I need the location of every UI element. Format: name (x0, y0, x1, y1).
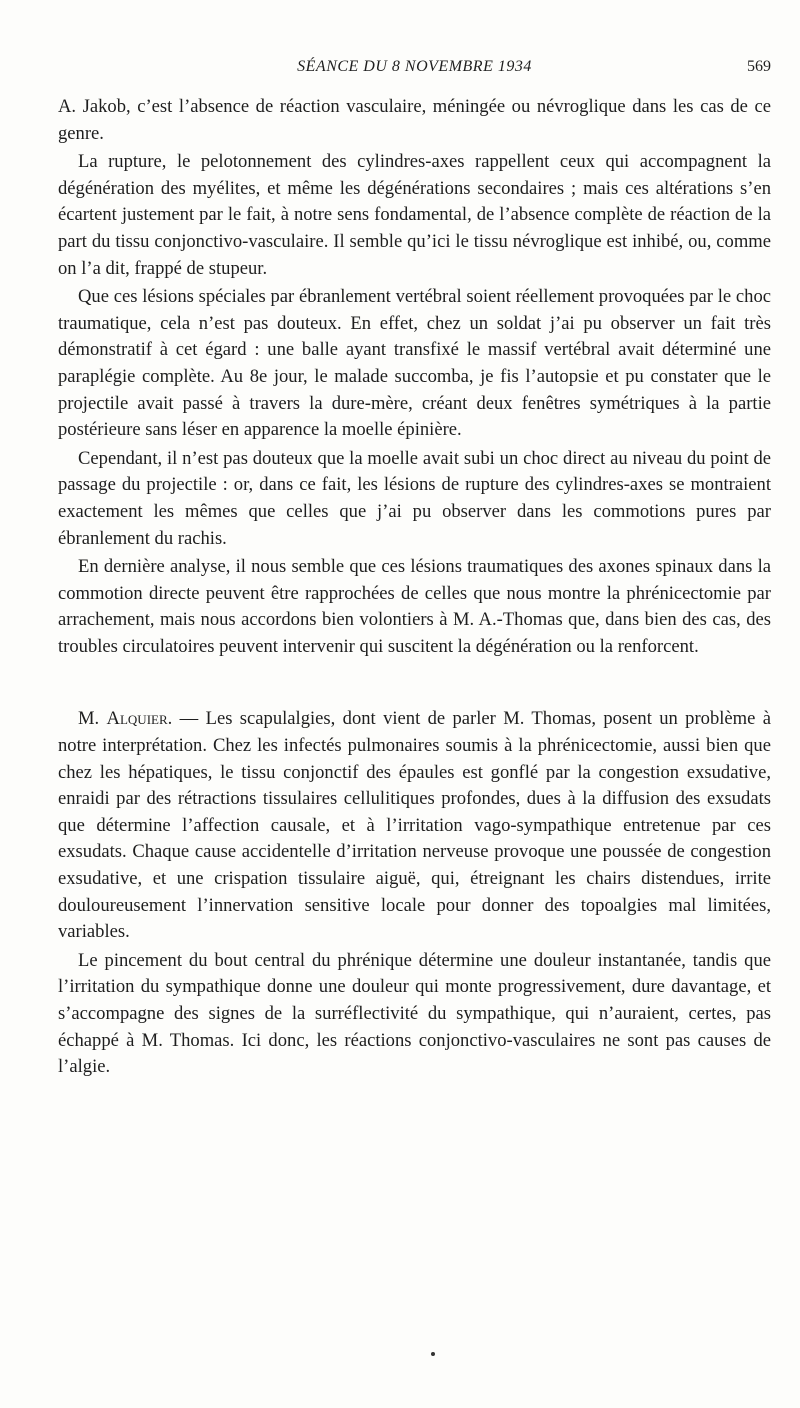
paragraph-4: Cependant, il n’est pas douteux que la moelle avait subi un choc direct au niveau du point de passage du projectile : or, dans ce fait, les lésions de rupture des cylindres-axes se montraient exactement les mêmes que celles que j’ai pu observer dans les commotions pures par ébranlement du rachis. (58, 447, 771, 549)
paragraph-2: La rupture, le pelotonnement des cylindres-axes rappellent ceux qui accompagnent la dégénération des myélites, et même les dégénérations secondaires ; mais ces altérations s’en écartent justement par le fait, à notre sens fondamental, de l’absence complète de réaction de la part du tissu conjonctivo-vasculaire. Il semble qu’ici le tissu névroglique est inhibé, ou, comme on l’a dit, frappé de stupeur. (58, 151, 771, 279)
page-body (58, 94, 771, 1081)
speaker-name: Alquier. (106, 708, 173, 730)
paragraph-3: Que ces lésions spéciales par ébranlement vertébral soient réellement provoquées par le choc traumatique, cela n’est pas douteux. En effet, chez un soldat j’ai pu observer un fait très démonstratif à cet égard : une balle ayant transfixé le massif vertébral avait déterminé une paraplégie complète. Au 8e jour, le malade succomba, je fis l’autopsie et pu constater que le projectile avait passé à travers la dure-mère, créant deux fenêtres symétriques à la partie postérieure sans léser en apparence la moelle épinière. (58, 286, 771, 441)
running-head: SÉANCE DU 8 NOVEMBRE 1934 (297, 58, 532, 75)
page-header (58, 58, 771, 82)
final-paragraph: Le pincement du bout central du phrénique détermine une douleur instantanée, tandis que l’irritation du sympathique donne une douleur qui monte progressivement, dure davantage, et s’accompagne des signes de la surréflectivité du sympathique, qui n’auraient, certes, pas échappé à M. Thomas. Ici donc, les réactions conjonctivo-vasculaires ne sont pas causes de l’algie. (58, 949, 771, 1078)
speaker-title: M. (78, 708, 100, 730)
page-number: 569 (747, 58, 771, 75)
page-dot-mark (431, 1352, 435, 1356)
paragraph-1: A. Jakob, c’est l’absence de réaction vasculaire, méningée ou névroglique dans les cas de ce genre. (58, 96, 771, 144)
section-gap (58, 660, 771, 706)
speaker-paragraph (58, 706, 771, 945)
speaker-text: — Les scapulalgies, dont vient de parler M. Thomas, posent un problème à notre interprétation. Chez les infectés pulmonaires soumis à la phrénicectomie, aussi bien que chez les hépatiques, le tissu conjonctif des épaules est gonflé par la congestion exsudative, enraidi par des rétractions tissulaires cellulitiques profondes, dues à la diffusion des exsudats que détermine l’affection causale, et à l’irritation vago-sympathique entretenue par ces exsudats. Chaque cause accidentelle d’irritation nerveuse provoque une poussée de congestion exsudative, et une crispation tissulaire aiguë, qui, étreignant les chairs distendues, irrite douloureusement l’innervation sensitive locale pour donner des topoalgies mal limitées, variables. (58, 708, 771, 943)
paragraph-5: En dernière analyse, il nous semble que ces lésions traumatiques des axones spinaux dans la commotion directe peuvent être rapprochées de celles que nous montre la phrénicectomie par arrachement, mais nous accordons bien volontiers à M. A.-Thomas que, dans bien des cas, des troubles circulatoires peuvent intervenir qui suscitent la dégénération ou la renforcent. (58, 556, 771, 657)
